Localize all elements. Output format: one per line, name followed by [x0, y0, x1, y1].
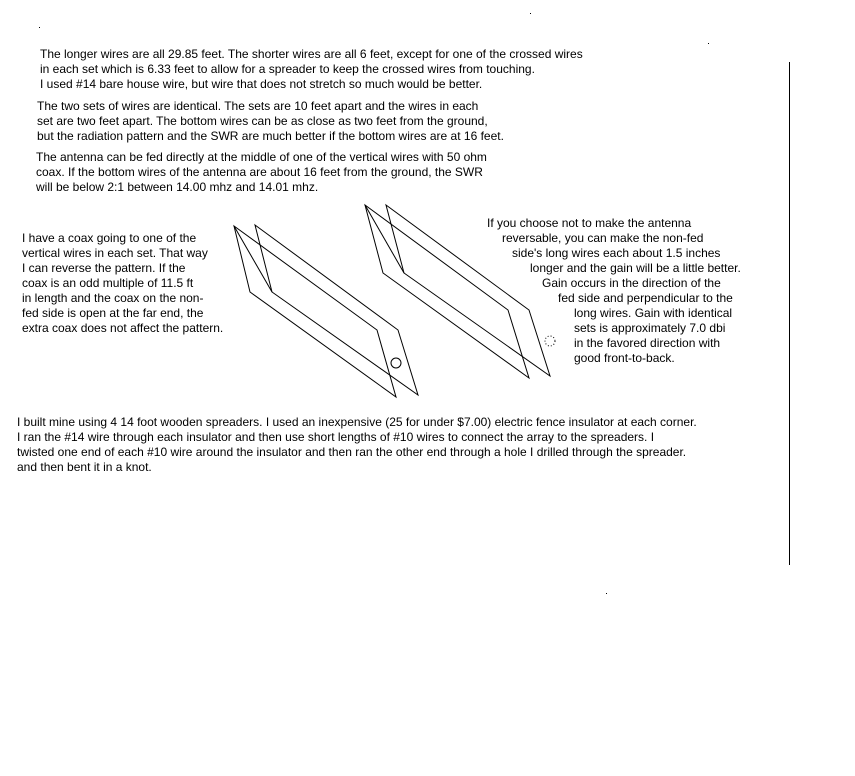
left-note-line: in length and the coax on the non-: [22, 291, 204, 305]
bottom-note-line: twisted one end of each #10 wire around the insulator and then ran the other end through a hole I drilled through the spreader.: [17, 445, 687, 459]
right-note-line: sets is approximately 7.0 dbi: [574, 321, 726, 335]
left-note-line: coax is an odd multiple of 11.5 ft: [22, 276, 194, 290]
left-note-line: I have a coax going to one of the: [22, 231, 197, 245]
stray-dot: [39, 27, 40, 28]
right-cross-wire: [365, 205, 404, 273]
right-note-line: If you choose not to make the antenna: [487, 216, 692, 230]
right-note-line: reversable, you can make the non-fed: [502, 231, 704, 245]
left-note-line: fed side is open at the far end, the: [22, 306, 204, 320]
left-cross-wire: [234, 226, 272, 292]
left-note-line: vertical wires in each set. That way: [22, 246, 208, 260]
para2-line: The two sets of wires are identical. The sets are 10 feet apart and the wires in each: [37, 99, 479, 113]
bottom-note-line: I ran the #14 wire through each insulator and then use short lengths of #10 wires to connect the array to the spreaders. I: [17, 430, 655, 444]
right-note-line: in the favored direction with: [574, 336, 721, 350]
para1-line: I used #14 bare house wire, but wire that does not stretch so much would be better.: [40, 77, 483, 91]
bottom-note-line: I built mine using 4 14 foot wooden spreaders. I used an inexpensive (25 for under $7.00) electric fence insulator at each corner.: [17, 415, 697, 429]
right-note-line: long wires. Gain with identical: [574, 306, 733, 320]
stray-dot: [606, 593, 607, 594]
left-note-line: extra coax does not affect the pattern.: [22, 321, 224, 335]
left-set-back-loop: [255, 225, 418, 395]
para1-line: The longer wires are all 29.85 feet. The shorter wires are all 6 feet, except for one of the crossed wires: [40, 47, 583, 61]
right-note-line: side's long wires each about 1.5 inches: [512, 246, 721, 260]
para1-line: in each set which is 6.33 feet to allow for a spreader to keep the crossed wires from touching.: [40, 62, 535, 76]
left-set-front-loop: [234, 226, 396, 397]
right-note-line: Gain occurs in the direction of the: [542, 276, 721, 290]
para2-line: but the radiation pattern and the SWR are much better if the bottom wires are at 16 feet.: [37, 129, 504, 143]
feedpoint-marker: [391, 358, 401, 368]
right-note-line: longer and the gain will be a little better.: [530, 261, 741, 275]
nonfed-feedpoint-marker: [545, 336, 555, 346]
para3-line: coax. If the bottom wires of the antenna are about 16 feet from the ground, the SWR: [36, 165, 483, 179]
para2-line: set are two feet apart. The bottom wires can be as close as two feet from the ground,: [37, 114, 488, 128]
right-note-line: fed side and perpendicular to the: [558, 291, 733, 305]
para3-line: will be below 2:1 between 14.00 mhz and 14.01 mhz.: [36, 180, 319, 194]
vertical-rule: [789, 62, 790, 565]
stray-dot: [530, 13, 531, 14]
stray-dot: [708, 43, 709, 44]
right-note-line: good front-to-back.: [574, 351, 675, 365]
para3-line: The antenna can be fed directly at the middle of one of the vertical wires with 50 ohm: [36, 150, 487, 164]
left-note-line: I can reverse the pattern. If the: [22, 261, 186, 275]
bottom-note-line: and then bent it in a knot.: [17, 460, 152, 474]
